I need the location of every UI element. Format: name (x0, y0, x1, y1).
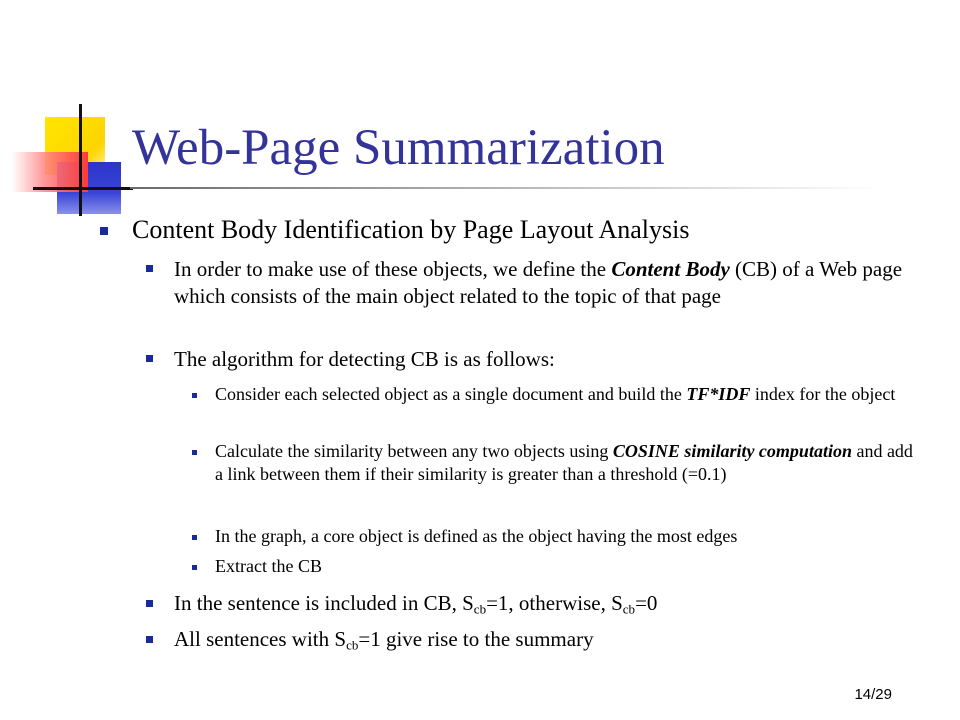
decor-red-bar (12, 152, 88, 192)
bullet-square-icon (146, 265, 153, 272)
title-underline (130, 187, 880, 189)
sub-bullet-algorithm: The algorithm for detecting CB is as follows: (174, 347, 555, 371)
bullet-square-icon (192, 565, 197, 570)
sub-bullet-sentence-score: In the sentence is included in CB, $S_{cb}=1$, otherwise, $S_{cb}=0$ (174, 591, 658, 617)
bullet-square-icon (146, 600, 153, 607)
decor-vertical-line (79, 104, 82, 216)
step-similarity: Calculate the similarity between any two objects using COSINE similarity computation and add a link between them if their similarity is greater than a threshold (=0.1) (215, 441, 913, 484)
step-core-object: In the graph, a core object is defined as the object having the most edges (215, 526, 738, 546)
sub-bullet-definition: In order to make use of these objects, we define the Content Body (CB) of a Web page which consists of the main object related to the topic of that page (174, 257, 903, 308)
bullet-square-icon (192, 450, 197, 455)
slide-title: Web-Page Summarization (132, 120, 665, 176)
bullet-square-icon (100, 227, 108, 235)
sub-bullet-summary: All sentences with $S_{cb}=1$ give rise to the summary (174, 627, 594, 653)
step-build-index: Consider each selected object as a single document and build the TF*IDF index for the object (215, 384, 896, 404)
bullet-square-icon (192, 535, 197, 540)
page-number: 14/29 (854, 686, 892, 703)
bullet-content-body: Content Body Identification by Page Layout Analysis (132, 215, 690, 244)
step-extract: Extract the CB (215, 556, 322, 576)
bullet-square-icon (146, 355, 153, 362)
bullet-square-icon (192, 393, 197, 398)
bullet-square-icon (146, 636, 153, 643)
decor-horizontal-line (33, 187, 133, 190)
